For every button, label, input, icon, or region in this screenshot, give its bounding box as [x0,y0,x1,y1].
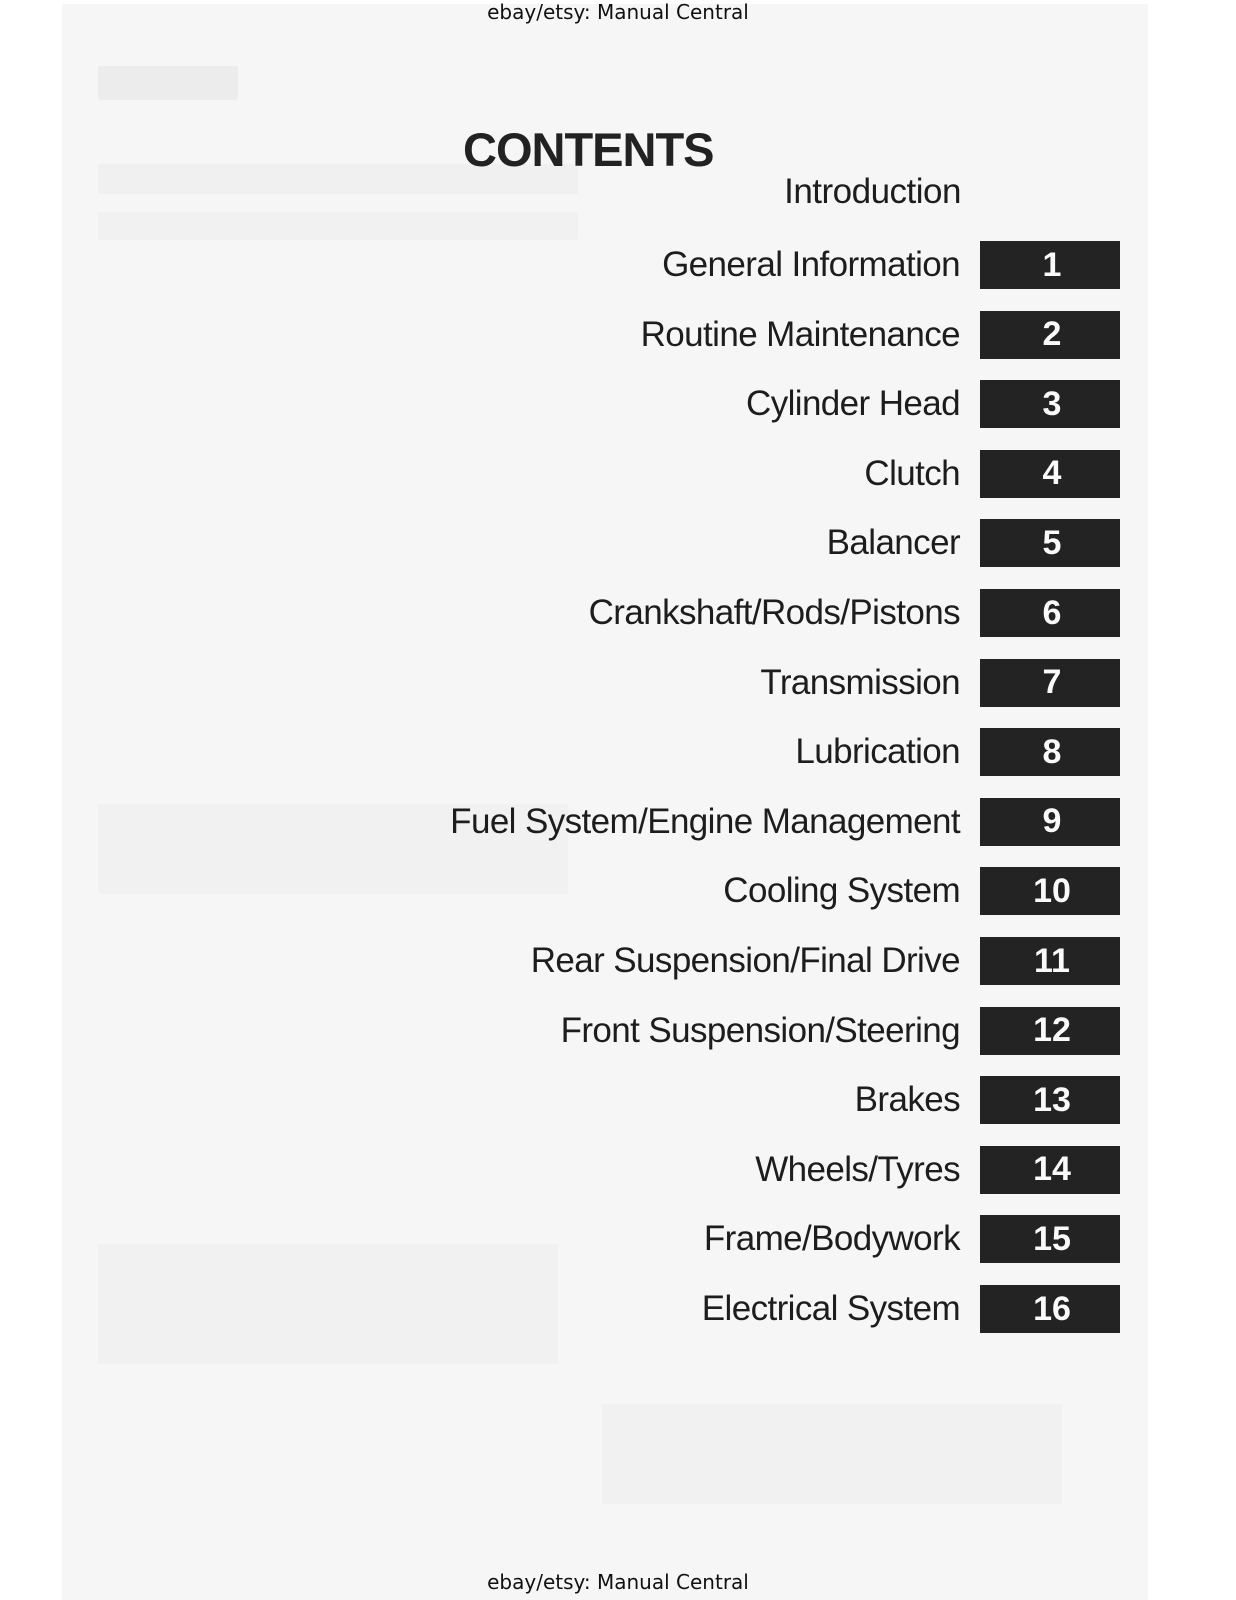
toc-introduction: Introduction [784,172,961,211]
toc-entry-label: Rear Suspension/Final Drive [530,941,960,980]
section-number-tab: 10 [980,867,1120,915]
toc-entry-label: Electrical System [701,1289,960,1328]
section-number-tab: 14 [980,1146,1120,1194]
toc-entry [864,450,1120,498]
toc-entry-label: Wheels/Tyres [755,1149,960,1189]
bleed-through-logo [98,66,238,100]
section-number-tab: 6 [980,589,1120,637]
toc-entry [662,241,1120,289]
section-number-tab: 12 [980,1007,1120,1055]
toc-entry-label: Routine Maintenance [640,314,960,354]
section-number-tab: 3 [980,380,1120,428]
section-number-tab: 5 [980,519,1120,567]
bleed-through-text [602,1404,1062,1504]
toc-entry-label: Brakes [854,1080,960,1120]
toc-entry [641,311,1120,359]
toc-entry [855,1076,1120,1124]
toc-entry [561,1007,1120,1055]
toc-entry [450,798,1120,846]
section-number-tab: 7 [980,659,1120,707]
section-number-tab: 4 [980,450,1120,498]
page-title: CONTENTS [463,123,714,176]
section-number-tab: 1 [980,241,1120,289]
section-number-tab: 8 [980,728,1120,776]
watermark-bottom: ebay/etsy: Manual Central [487,1570,749,1594]
toc-entry-label: Balancer [826,523,960,563]
toc-entry-label: Crankshaft/Rods/Pistons [588,593,960,632]
toc-entry [589,589,1120,637]
toc-entry [704,1215,1120,1263]
toc-entry-label: Front Suspension/Steering [560,1010,960,1050]
toc-entry-label: Lubrication [795,732,960,772]
toc-entry-label: Transmission [760,662,960,702]
toc-entry-label: Cooling System [723,871,960,911]
toc-entry [723,867,1120,915]
bleed-through-text [98,212,578,240]
toc-entry [755,1146,1120,1194]
toc-entry-label: General Information [662,245,960,284]
section-number-tab: 9 [980,798,1120,846]
section-number-tab: 16 [980,1285,1120,1333]
section-number-tab: 2 [980,311,1120,359]
toc-entry-label: Fuel System/Engine Management [450,801,960,841]
section-number-tab: 13 [980,1076,1120,1124]
bleed-through-text [98,1244,558,1364]
toc-entry [702,1285,1120,1333]
toc-entry [795,728,1120,776]
toc-entry [531,937,1120,985]
toc-entry [827,519,1120,567]
section-number-tab: 11 [980,937,1120,985]
watermark-top: ebay/etsy: Manual Central [487,0,749,24]
toc-entry-label: Cylinder Head [746,384,960,424]
section-number-tab: 15 [980,1215,1120,1263]
toc-entry [760,659,1120,707]
toc-entry [746,380,1120,428]
toc-entry-label: Clutch [864,453,960,493]
toc-entry-label: Frame/Bodywork [703,1219,960,1259]
